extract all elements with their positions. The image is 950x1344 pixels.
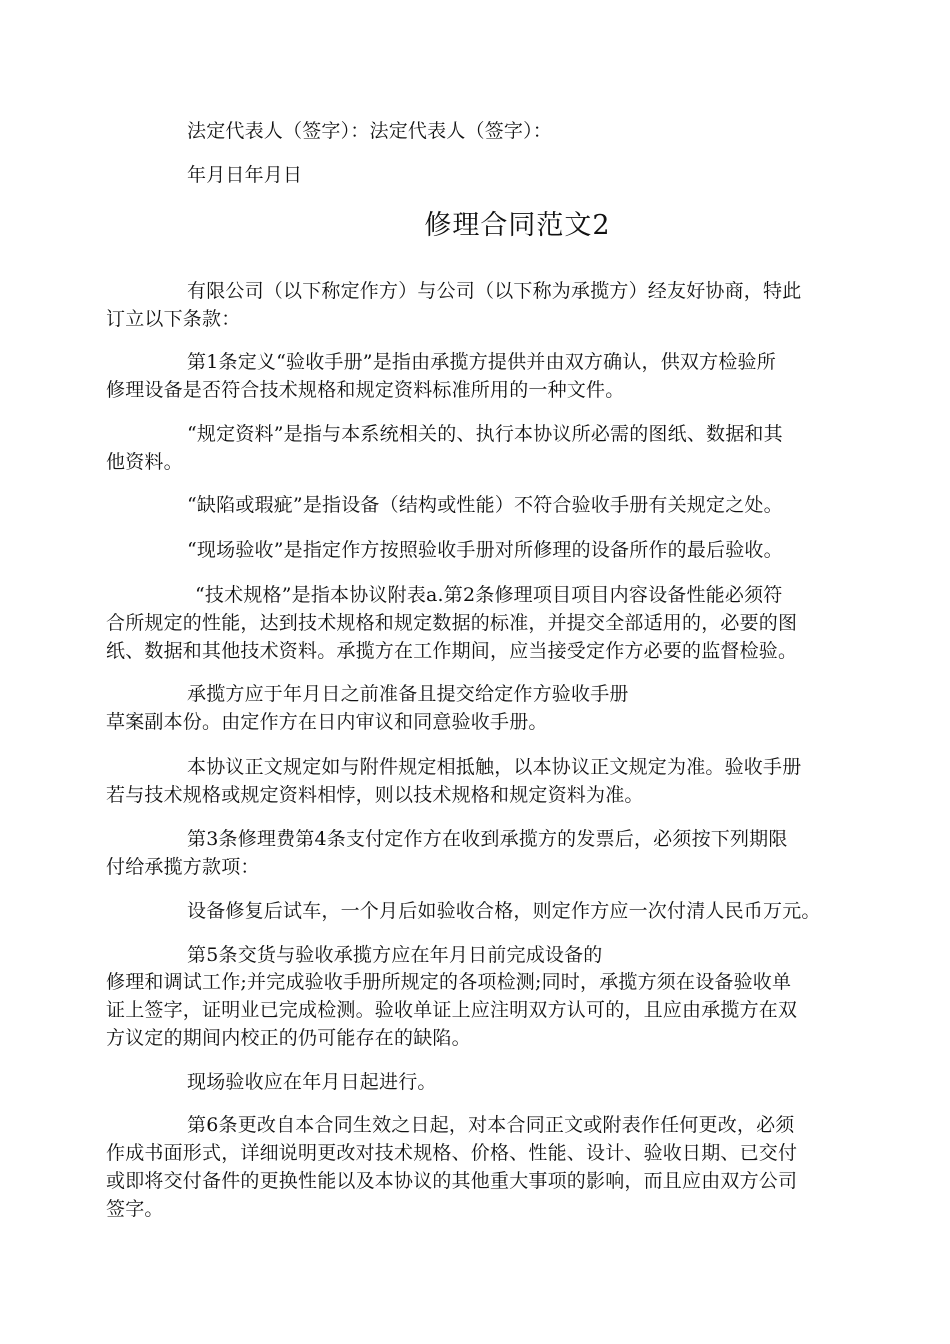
paragraph-line: 第6条更改自本合同生效之日起，对本合同正文或附表作任何更改，必须: [187, 1114, 795, 1136]
paragraph-line: 若与技术规格或规定资料相悖，则以技术规格和规定资料为准。: [106, 784, 644, 806]
paragraph-line: 第3条修理费第4条支付定作方在收到承揽方的发票后，必须按下列期限: [187, 828, 788, 850]
paragraph-line: 签字。: [106, 1198, 164, 1220]
document-title: 修理合同范文2: [424, 210, 611, 241]
paragraph-line: “现场验收”是指定作方按照验收手册对所修理的设备所作的最后验收。: [187, 539, 783, 561]
date-line: 年月日年月日: [187, 164, 303, 186]
paragraph-line: 承揽方应于年月日之前准备且提交给定作方验收手册: [187, 683, 629, 705]
paragraph-line: 修理设备是否符合技术规格和规定资料标准所用的一种文件。: [106, 379, 625, 401]
paragraph-line: 方议定的期间内校正的仍可能存在的缺陷。: [106, 1027, 471, 1049]
paragraph-line: 本协议正文规定如与附件规定相抵触，以本协议正文规定为准。验收手册: [187, 756, 802, 778]
signature-line: 法定代表人（签字）：法定代表人（签字）：: [187, 120, 553, 142]
paragraph-line: 合所规定的性能，达到技术规格和规定数据的标准，并提交全部适用的，必要的图: [106, 612, 798, 634]
paragraph-line: 修理和调试工作;并完成验收手册所规定的各项检测;同时，承揽方须在设备验收单: [106, 971, 792, 993]
paragraph-line: “规定资料”是指与本系统相关的、执行本协议所必需的图纸、数据和其: [187, 423, 783, 445]
paragraph-line: 订立以下条款：: [106, 308, 241, 330]
paragraph-line: 他资料。: [106, 451, 183, 473]
paragraph-line: 第1条定义“验收手册”是指由承揽方提供并由双方确认，供双方检验所: [187, 351, 776, 373]
paragraph-line: “技术规格”是指本协议附表a.第2条修理项目项目内容设备性能必须符: [195, 584, 783, 606]
paragraph-line: 证上签字，证明业已完成检测。验收单证上应注明双方认可的，且应由承揽方在双: [106, 999, 798, 1021]
paragraph-line: 设备修复后试车，一个月后如验收合格，则定作方应一次付清人民币万元。: [187, 900, 821, 922]
paragraph-line: 纸、数据和其他技术资料。承揽方在工作期间，应当接受定作方必要的监督检验。: [106, 640, 798, 662]
paragraph-line: 有限公司（以下称定作方）与公司（以下称为承揽方）经友好协商，特此: [187, 280, 802, 302]
paragraph-line: 付给承揽方款项：: [106, 856, 260, 878]
paragraph-line: 作成书面形式，详细说明更改对技术规格、价格、性能、设计、验收日期、已交付: [106, 1142, 798, 1164]
paragraph-line: 现场验收应在年月日起进行。: [187, 1071, 437, 1093]
paragraph-line: 草案副本份。由定作方在日内审议和同意验收手册。: [106, 711, 548, 733]
paragraph-line: 或即将交付备件的更换性能以及本协议的其他重大事项的影响，而且应由双方公司: [106, 1170, 798, 1192]
paragraph-line: “缺陷或瑕疵”是指设备（结构或性能）不符合验收手册有关规定之处。: [187, 494, 783, 516]
paragraph-line: 第5条交货与验收承揽方应在年月日前完成设备的: [187, 944, 603, 966]
